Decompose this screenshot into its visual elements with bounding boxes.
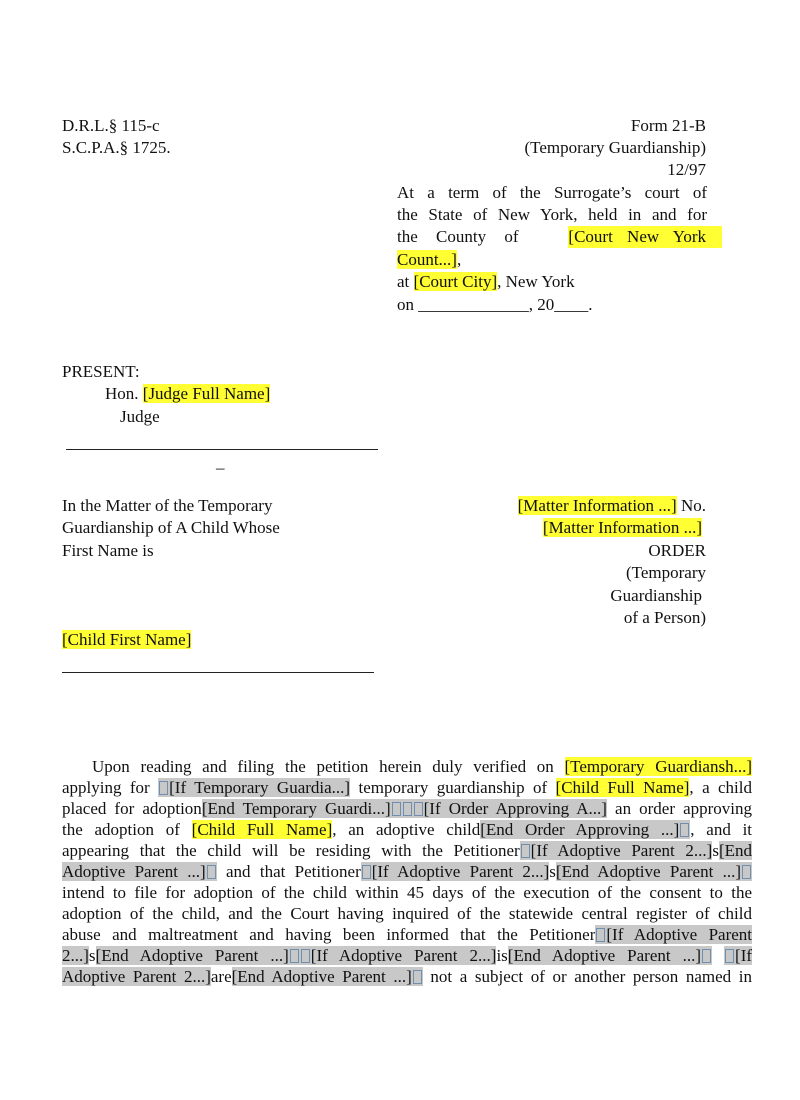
field-label: [If <box>735 946 753 965</box>
term-line-3 <box>397 226 722 248</box>
placeholder-box-icon <box>725 949 734 963</box>
placeholder-box-icon <box>362 865 371 879</box>
field-label: [If Order Approving A...] <box>423 799 607 818</box>
matter-information-field-2[interactable]: [Matter Information ...] <box>542 518 702 537</box>
end-adoptive-parent-field[interactable]: [End <box>718 841 753 860</box>
body-text: , a child <box>689 778 752 797</box>
body-line-8: adoption of the child, and the Court having inquired of the statewide central register of child <box>62 904 752 923</box>
form-number: Form 21-B <box>630 116 706 135</box>
judge-title: Judge <box>120 407 160 426</box>
placeholder-box-icon <box>596 928 605 942</box>
end-adoptive-parent-field[interactable] <box>556 862 752 881</box>
term-line-5 <box>397 271 575 293</box>
judge-full-name-field[interactable]: [Judge Full Name] <box>142 384 271 403</box>
term-line-2: the State of New York, held in and for <box>397 205 707 224</box>
placeholder-box-icon <box>159 781 168 795</box>
field-label: [If Adoptive Parent 2...] <box>310 946 497 965</box>
placeholder-box-icon <box>414 802 423 816</box>
body-text: s <box>712 841 719 860</box>
body-text: abuse and maltreatment and having been informed that the Petitioner <box>62 925 596 944</box>
field-label: [If Temporary Guardia...] <box>169 778 351 797</box>
placeholder-box-icon <box>680 823 689 837</box>
form-date: 12/97 <box>667 160 706 179</box>
placeholder-box-icon <box>392 802 401 816</box>
placeholder-box-icon <box>742 865 751 879</box>
hon-prefix: Hon. <box>105 384 139 403</box>
court-county-field[interactable]: [Court New York <box>568 226 722 248</box>
if-adoptive-parent-field[interactable] <box>724 946 752 965</box>
field-label: [End Adoptive Parent ...] <box>507 946 702 965</box>
city-suffix: , New York <box>497 272 575 291</box>
matter-line-2: Guardianship of A Child Whose <box>62 518 280 537</box>
if-adoptive-parent-field[interactable] <box>361 862 550 881</box>
statute-citation-drl: D.R.L.§ 115-c <box>62 116 160 135</box>
field-label: [End Adoptive Parent ...] <box>95 946 289 965</box>
body-line-6 <box>62 861 752 882</box>
form-type: (Temporary Guardianship) <box>524 138 706 157</box>
body-text: appearing that the child will be residing with the Petitioner <box>62 841 520 860</box>
court-city-field[interactable]: [Court City] <box>413 272 498 291</box>
placeholder-box-icon <box>413 970 422 984</box>
body-line-1 <box>62 756 752 777</box>
order-subtitle-3: of a Person) <box>623 608 706 627</box>
body-text: temporary guardianship of <box>358 778 548 797</box>
body-line-4 <box>62 819 752 840</box>
placeholder-box-icon <box>521 844 530 858</box>
number-label: No. <box>676 496 706 515</box>
if-adoptive-parent-field-cont[interactable]: 2...] <box>62 946 89 965</box>
date-line: on _____________, 20____. <box>397 295 593 314</box>
term-line-4 <box>397 249 461 271</box>
order-subtitle-2: Guardianship <box>610 586 702 605</box>
body-text: Upon reading and filing the petition herein duly verified on <box>92 757 554 776</box>
field-label: [End Temporary Guardi...] <box>201 799 391 818</box>
body-line-2 <box>62 777 752 798</box>
statute-citation-scpa: S.C.P.A.§ 1725. <box>62 138 171 157</box>
child-first-name-line <box>62 629 191 651</box>
field-label: [End Adoptive Parent ...] <box>231 967 412 986</box>
placeholder-box-icon <box>702 949 711 963</box>
child-first-name-field[interactable]: [Child First Name] <box>62 630 192 649</box>
placeholder-box-icon <box>207 865 216 879</box>
matter-line-3: First Name is <box>62 541 154 560</box>
if-adoptive-parent-field[interactable] <box>520 841 713 860</box>
body-text: , and it <box>690 820 753 839</box>
end-temporary-guardianship-field[interactable] <box>202 799 607 818</box>
end-adoptive-parent-field[interactable] <box>96 946 497 965</box>
field-label: [If Adoptive Parent 2...] <box>530 841 713 860</box>
court-county-field-cont[interactable]: Count...] <box>397 250 457 269</box>
if-temporary-guardianship-field[interactable] <box>158 778 350 797</box>
body-text: the adoption of <box>62 820 180 839</box>
child-full-name-field[interactable]: [Child Full Name] <box>555 778 690 797</box>
body-text: s <box>549 862 556 881</box>
body-text: are <box>210 967 232 986</box>
body-text: , an adoptive child <box>332 820 481 839</box>
end-adoptive-parent-field[interactable] <box>232 967 423 986</box>
divider-line-top <box>66 449 378 450</box>
end-adoptive-parent-field[interactable] <box>508 946 712 965</box>
comma: , <box>456 250 462 269</box>
matter-info-line-2 <box>543 517 702 539</box>
placeholder-box-icon <box>301 949 310 963</box>
field-label: [End Adoptive Parent ...] <box>555 862 742 881</box>
divider-line-bottom <box>62 672 374 673</box>
end-adoptive-parent-field[interactable] <box>62 862 217 881</box>
body-text: and that Petitioner <box>226 862 361 881</box>
end-order-approving-field[interactable] <box>480 820 690 839</box>
order-body-paragraph <box>62 756 752 987</box>
body-line-11 <box>62 966 752 987</box>
body-line-3 <box>62 798 752 819</box>
body-line-5 <box>62 840 752 861</box>
body-line-9 <box>62 924 752 945</box>
at-prefix: at <box>397 272 410 291</box>
placeholder-box-icon <box>290 949 299 963</box>
body-text: placed for adoption <box>62 799 202 818</box>
term-line-1: At a term of the Surrogate’s court of <box>397 183 707 202</box>
placeholder-box-icon <box>403 802 412 816</box>
body-text: applying for <box>62 778 150 797</box>
field-label: Adoptive Parent ...] <box>62 862 206 881</box>
order-subtitle-1: (Temporary <box>626 563 706 582</box>
body-line-10 <box>62 945 752 966</box>
present-label: PRESENT: <box>62 362 140 381</box>
body-text: not a subject of or another person named in <box>430 967 753 986</box>
body-text: an order approving <box>615 799 753 818</box>
judge-line <box>105 383 270 405</box>
field-label: [If Adoptive Parent 2...] <box>371 862 550 881</box>
dash: – <box>216 458 225 477</box>
matter-information-field-1[interactable]: [Matter Information ...] <box>517 496 677 515</box>
order-title: ORDER <box>648 541 706 560</box>
matter-line-1: In the Matter of the Temporary <box>62 496 273 515</box>
if-adoptive-parent-field[interactable] <box>595 925 752 944</box>
child-full-name-field[interactable]: [Child Full Name] <box>191 820 333 839</box>
if-adoptive-parent-field-cont[interactable]: Adoptive Parent 2...] <box>62 967 211 986</box>
temporary-guardianship-date-field[interactable]: [Temporary Guardiansh...] <box>564 757 752 776</box>
field-label: [If Adoptive Parent <box>606 925 752 944</box>
field-label: [End Order Approving ...] <box>480 820 680 839</box>
body-line-7: intend to file for adoption of the child within 45 days of the execution of the consent to the <box>62 883 752 902</box>
body-text: is <box>496 946 508 965</box>
body-text: s <box>88 946 96 965</box>
term-county-prefix: the County of <box>397 227 519 246</box>
matter-info-line-1 <box>518 495 706 517</box>
